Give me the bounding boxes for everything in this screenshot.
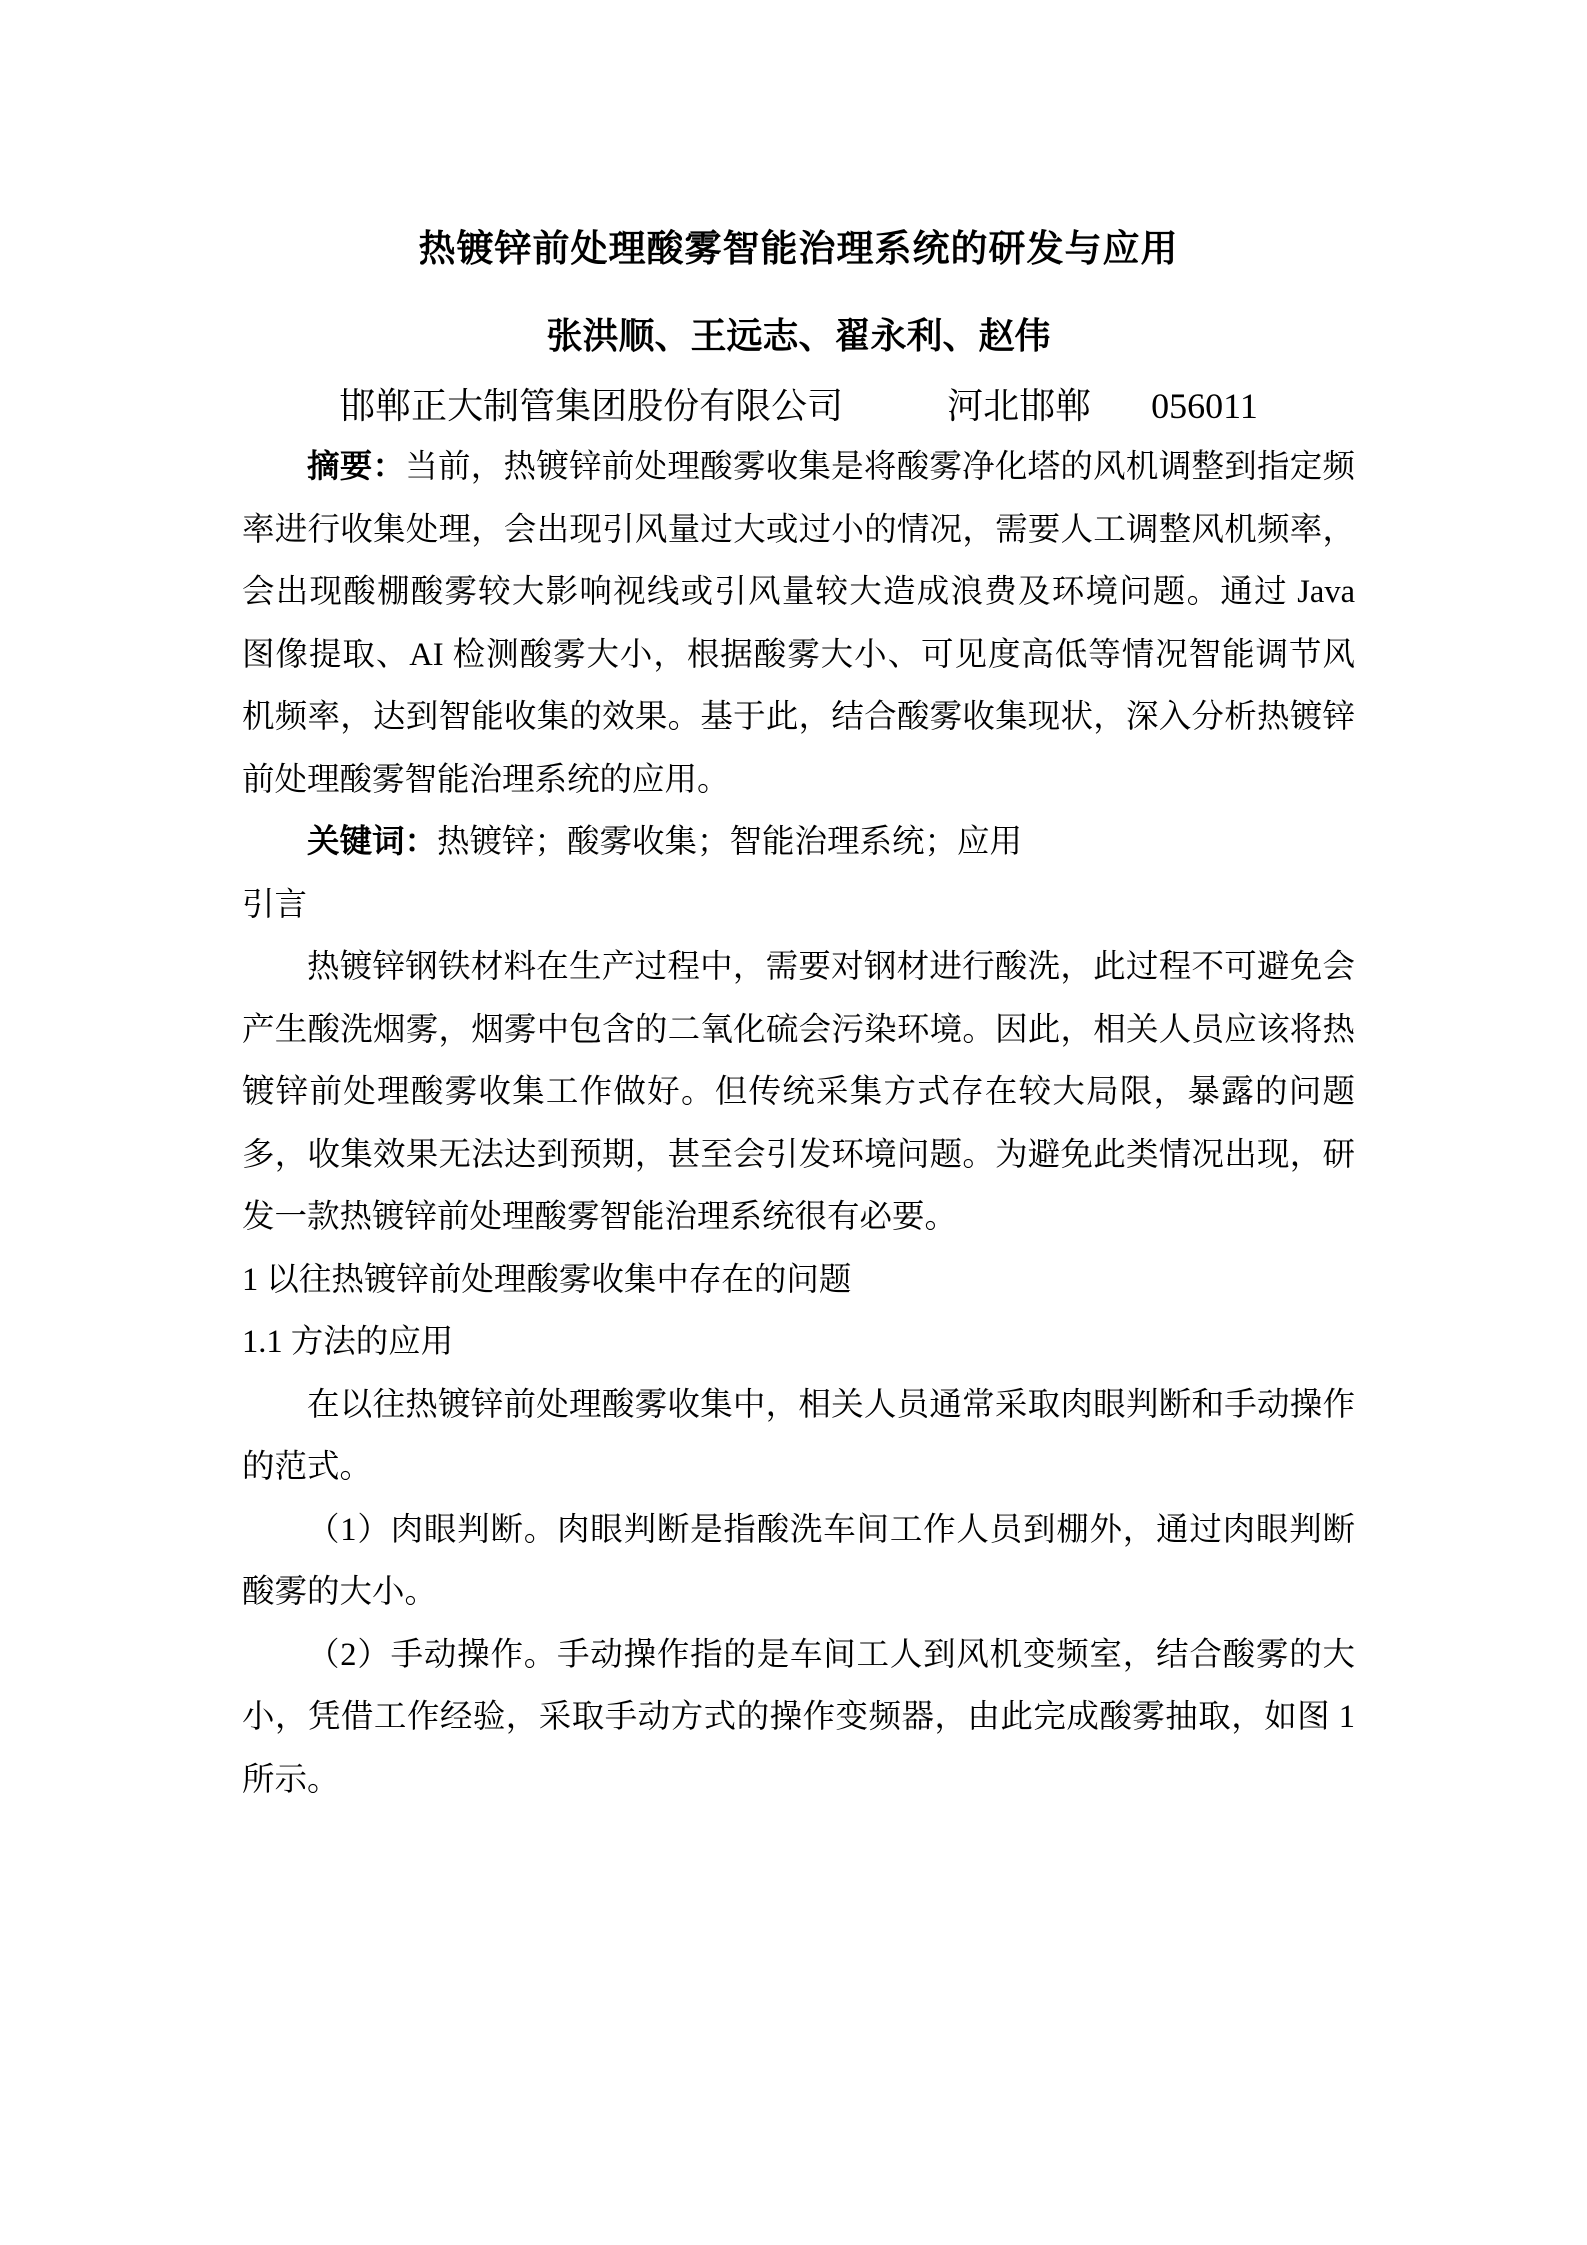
keywords-paragraph	[242, 811, 1355, 874]
intro-heading: 引言	[242, 886, 308, 923]
authors-line: 张洪顺、王远志、翟永利、赵伟	[546, 316, 1051, 356]
affiliation-company: 邯郸正大制管集团股份有限公司	[339, 386, 844, 426]
keywords-text: 热镀锌；酸雾收集；智能治理系统；应用	[437, 824, 1023, 860]
intro-paragraph: 热镀锌钢铁材料在生产过程中，需要对钢材进行酸洗，此过程不可避免会产生酸洗烟雾，烟雾中包含的二氧化硫会污染环境。因此，相关人员应该将热镀锌前处理酸雾收集工作做好。但传统采集方式存在较大局限，暴露的问题多，收集效果无法达到预期，甚至会引发环境问题。为避免此类情况出现，研发一款热镀锌前处理酸雾智能治理系统很有必要。	[242, 949, 1355, 1235]
affiliation-location: 河北邯郸	[947, 386, 1092, 426]
keywords-label: 关键词：	[307, 824, 438, 860]
section-1-heading: 1 以往热镀锌前处理酸雾收集中存在的问题	[242, 1261, 852, 1298]
abstract-paragraph	[242, 436, 1355, 811]
document-body	[242, 436, 1355, 1811]
section-1-1-paragraph-3: （2）手动操作。手动操作指的是车间工人到风机变频室，结合酸雾的大小，凭借工作经验，采取手动方式的操作变频器，由此完成酸雾抽取，如图 1 所示。	[242, 1636, 1355, 1798]
affiliation-postcode: 056011	[1151, 386, 1258, 426]
section-1-1-paragraph-2: （1）肉眼判断。肉眼判断是指酸洗车间工作人员到棚外，通过肉眼判断酸雾的大小。	[242, 1511, 1355, 1610]
abstract-text: 当前，热镀锌前处理酸雾收集是将酸雾净化塔的风机调整到指定频率进行收集处理，会出现引风量过大或过小的情况，需要人工调整风机频率，会出现酸棚酸雾较大影响视线或引风量较大造成浪费及环境问题。通过 Java 图像提取、AI 检测酸雾大小，根据酸雾大小、可见度高低等情况智能调节风机频率，达到智能收集的效果。基于此，结合酸雾收集现状，深入分析热镀锌前处理酸雾智能治理系统的应用。	[242, 449, 1355, 798]
paper-title: 热镀锌前处理酸雾智能治理系统的研发与应用	[418, 229, 1179, 270]
section-1-1-heading: 1.1 方法的应用	[242, 1324, 454, 1360]
affiliation-line	[242, 376, 1355, 436]
abstract-label: 摘要：	[307, 449, 406, 485]
section-1-1-paragraph-1: 在以往热镀锌前处理酸雾收集中，相关人员通常采取肉眼判断和手动操作的范式。	[242, 1386, 1355, 1485]
